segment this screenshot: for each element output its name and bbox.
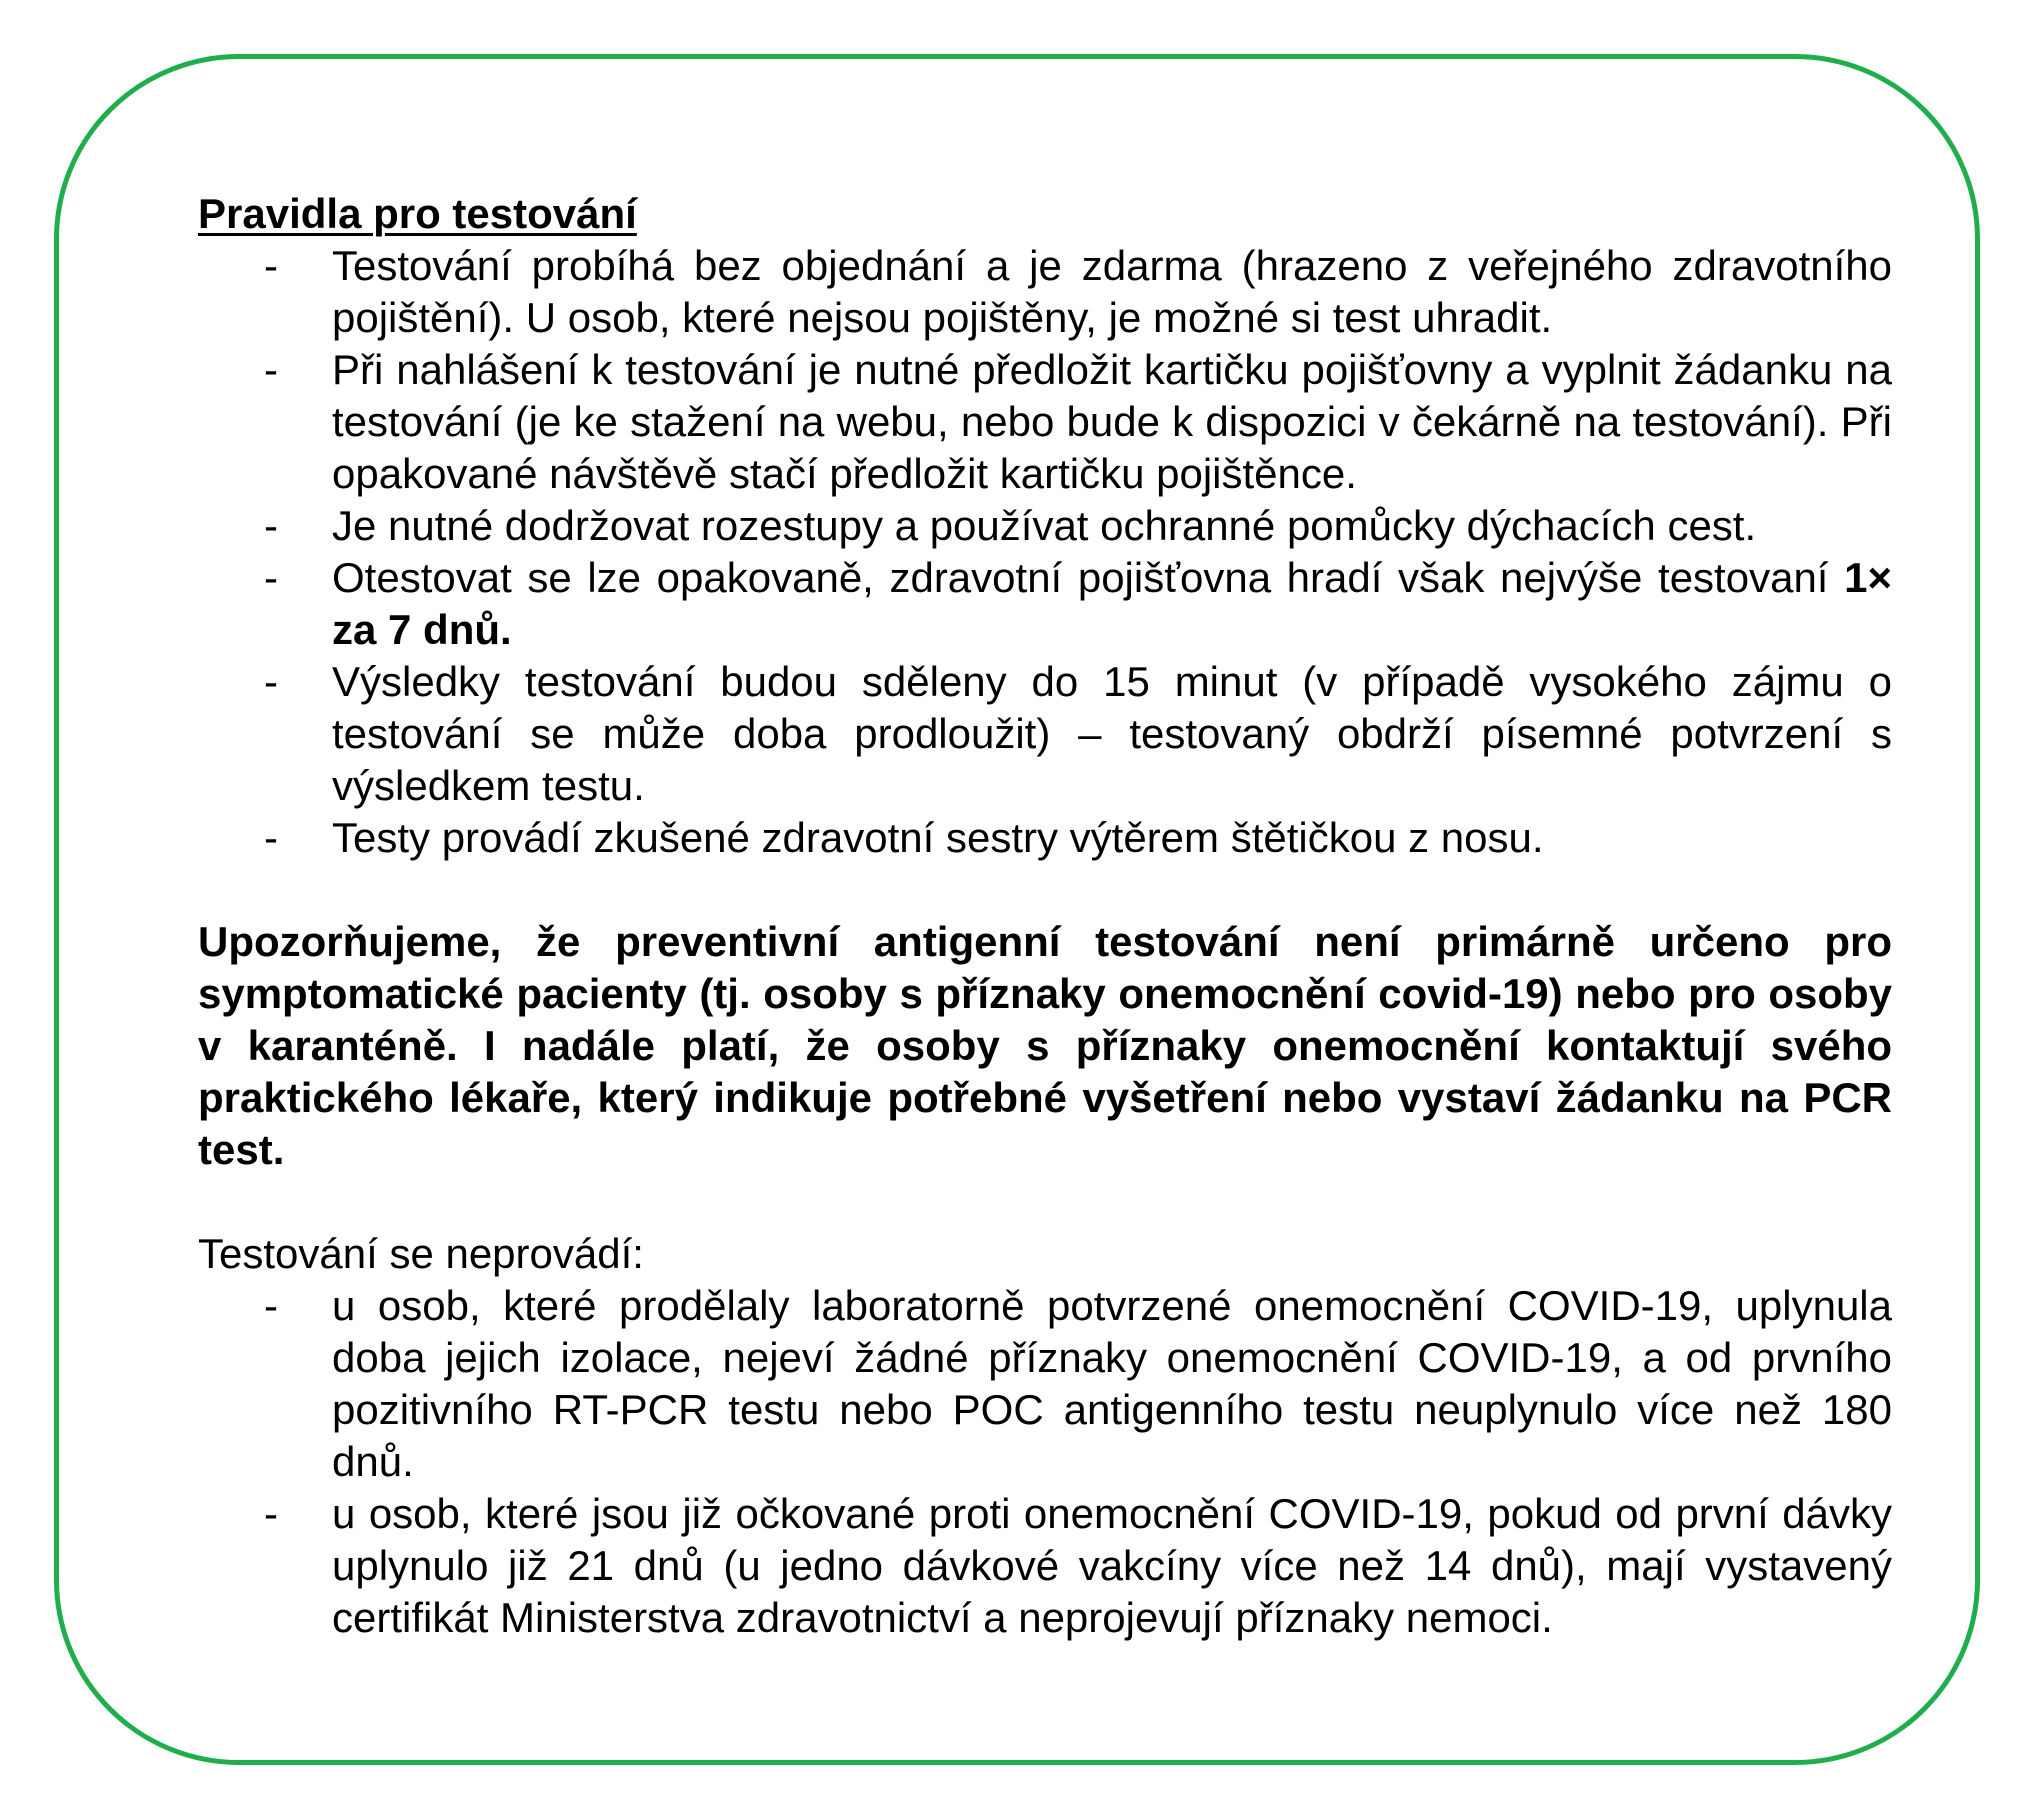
exclusions-heading: Testování se neprovádí: <box>198 1230 644 1277</box>
list-item-text: Je nutné dodržovat rozestupy a používat ochranné pomůcky dýchacích cest. <box>332 502 1757 549</box>
dash-bullet: - <box>264 1282 278 1329</box>
list-item-text: Testování probíhá bez objednání a je zdarma (hrazeno z veřejného zdravotního pojištění). U osob, které nejsou pojištěny, je možné si test uhradit. <box>332 242 1892 341</box>
document-body <box>198 188 1892 1644</box>
list-item-text: Výsledky testování budou sděleny do 15 minut (v případě vysokého zájmu o testování se může doba prodloužit) – testovaný obdrží písemné potvrzení s výsledkem testu. <box>332 658 1892 809</box>
list-item-text: Při nahlášení k testování je nutné předložit kartičku pojišťovny a vyplnit žádanku na testování (je ke stažení na webu, nebo bude k dispozici v čekárně na testování). Při opakované návštěvě stačí předložit kartičku pojištěnce. <box>332 346 1892 497</box>
rules-heading: Pravidla pro testování <box>198 190 637 237</box>
dash-bullet: - <box>264 502 278 549</box>
list-item <box>198 552 1892 656</box>
exclusions-list <box>198 1280 1892 1644</box>
list-item <box>198 344 1892 500</box>
list-item <box>198 240 1892 344</box>
list-item <box>198 812 1892 864</box>
list-item <box>198 656 1892 812</box>
dash-bullet: - <box>264 658 278 705</box>
dash-bullet: - <box>264 242 278 289</box>
dash-bullet: - <box>264 814 278 861</box>
list-item <box>198 500 1892 552</box>
notice-paragraph: Upozorňujeme, že preventivní antigenní testování není primárně určeno pro symptomatické pacienty (tj. osoby s příznaky onemocnění covid-19) nebo pro osoby v karanténě. I nadále platí, že osoby s příznaky onemocnění kontaktují svého praktického lékaře, který indikuje potřebné vyšetření nebo vystaví žádanku na PCR test. <box>198 918 1892 1173</box>
list-item-text: u osob, které prodělaly laboratorně potvrzené onemocnění COVID-19, uplynula doba jejich izolace, nejeví žádné příznaky onemocnění COVID-19, a od prvního pozitivního RT-PCR testu nebo POC antigenního testu neuplynulo více než 180 dnů. <box>332 1282 1892 1485</box>
dash-bullet: - <box>264 346 278 393</box>
list-item <box>198 1280 1892 1488</box>
list-item-text: u osob, které jsou již očkované proti onemocnění COVID-19, pokud od první dávky uplynulo již 21 dnů (u jedno dávkové vakcíny více než 14 dnů), mají vystavený certifikát Ministerstva zdravotnictví a neprojevují příznaky nemoci. <box>332 1490 1892 1641</box>
list-item <box>198 1488 1892 1644</box>
dash-bullet: - <box>264 1490 278 1537</box>
dash-bullet: - <box>264 554 278 601</box>
list-item-bold-text: 1× za 7 dnů. <box>332 554 1892 653</box>
list-item-text: Testy provádí zkušené zdravotní sestry výtěrem štětičkou z nosu. <box>332 814 1544 861</box>
list-item-text: Otestovat se lze opakovaně, zdravotní pojišťovna hradí však nejvýše testovaní <box>332 554 1845 601</box>
rules-list <box>198 240 1892 864</box>
